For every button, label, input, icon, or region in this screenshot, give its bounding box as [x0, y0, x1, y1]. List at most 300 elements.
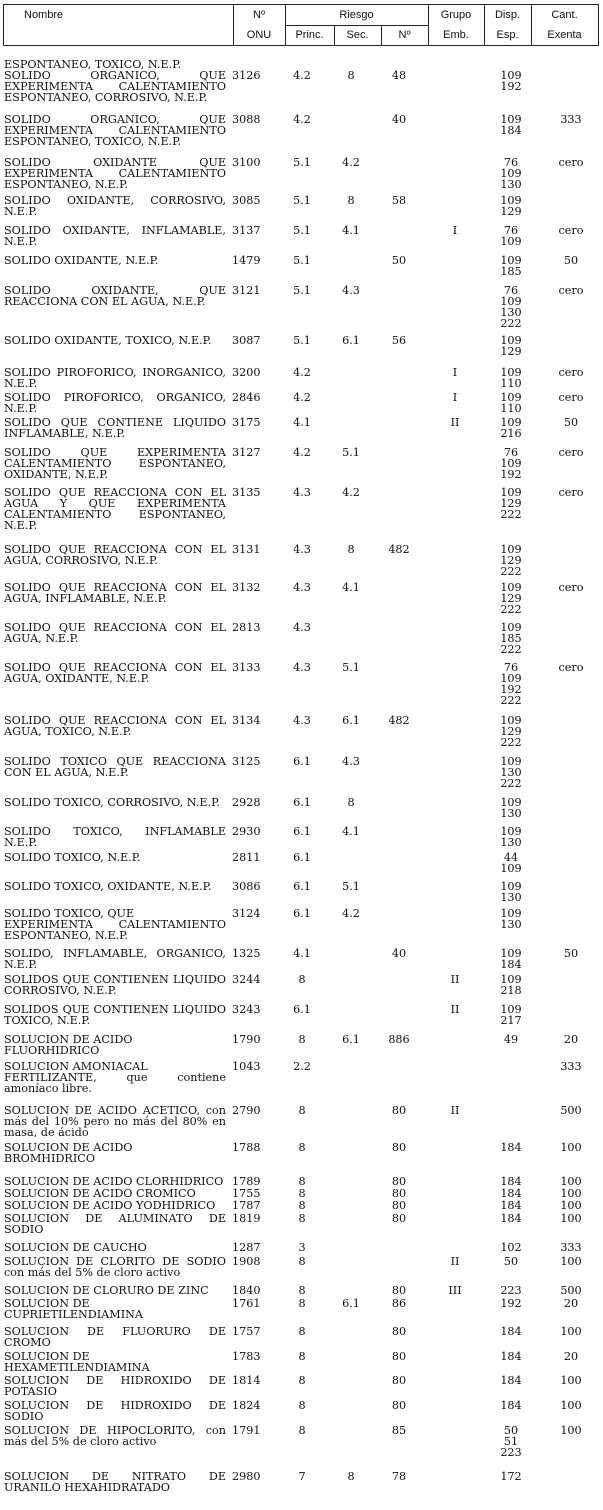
- substance-name-line: CUPRIETILENDIAMINA: [4, 1308, 144, 1321]
- un-number: 3175: [232, 416, 261, 429]
- disposicion-code: 192: [500, 1297, 522, 1310]
- substance-name-line: AGUA, CORROSIVO, N.E.P.: [4, 554, 158, 567]
- cantidad-exenta: 100: [560, 1212, 582, 1225]
- riesgo-principal: 6.1: [293, 907, 311, 920]
- substance-name-line: SOLIDO QUE REACCIONA CON EL: [4, 581, 226, 594]
- riesgo-numero: 482: [388, 543, 410, 556]
- substance-name: [4, 974, 226, 996]
- cantidad-exenta: 50: [563, 947, 579, 960]
- un-number: 3100: [232, 156, 261, 169]
- cantidad-exenta: 20: [563, 1297, 579, 1310]
- disposiciones-especiales: [494, 1213, 528, 1224]
- substance-name-line: AGUA Y QUE EXPERIMENTA: [4, 497, 226, 510]
- substance-name-line: SOLIDO TOXICO, OXIDANTE, N.E.P.: [4, 880, 212, 893]
- disposiciones-especiales: [494, 715, 528, 748]
- substance-name: [4, 1375, 226, 1397]
- substance-name-line: SOLIDO OXIDANTE, QUE: [4, 284, 226, 297]
- cantidad-exenta: 100: [560, 1141, 582, 1154]
- disposicion-code: 172: [500, 1470, 522, 1483]
- disposicion-code: 110: [500, 402, 522, 415]
- riesgo-numero: 886: [388, 1033, 410, 1046]
- substance-name: [4, 1176, 226, 1187]
- disposiciones-especiales: [494, 797, 528, 819]
- disposicion-code: 76: [503, 284, 519, 297]
- substance-name-line: SOLIDO OXIDANTE, TOXICO, N.E.P.: [4, 334, 212, 347]
- substance-name: [4, 1034, 226, 1056]
- un-number: 3134: [232, 714, 261, 727]
- disposicion-code: 222: [500, 603, 522, 616]
- disposicion-code: 192: [500, 683, 522, 696]
- un-number: 2790: [232, 1104, 261, 1117]
- cantidad-exenta: cero: [558, 366, 584, 379]
- substance-name: [4, 797, 226, 808]
- table-header: [3, 4, 599, 46]
- disposiciones-especiales: [494, 1188, 528, 1199]
- substance-name-line: URANILO HEXAHIDRATADO: [4, 1481, 170, 1494]
- disposicion-code: 109: [500, 880, 522, 893]
- riesgo-principal: 4.3: [293, 581, 311, 594]
- substance-name: [4, 114, 226, 147]
- cantidad-exenta: 333: [560, 1060, 582, 1073]
- substance-name-line: SOLIDO, INFLAMABLE, ORGANICO,: [4, 947, 226, 960]
- header-n-riesgo: Nº: [398, 29, 411, 41]
- disposicion-code: 129: [500, 554, 522, 567]
- riesgo-numero: 80: [391, 1350, 407, 1363]
- riesgo-numero: 80: [391, 1104, 407, 1117]
- substance-name: [4, 948, 226, 970]
- un-number: 3127: [232, 446, 261, 459]
- disposicion-code: 109: [500, 714, 522, 727]
- riesgo-principal: 5.1: [293, 334, 311, 347]
- riesgo-numero: 48: [391, 69, 407, 82]
- cantidad-exenta: 100: [560, 1325, 582, 1338]
- riesgo-secundario: 5.1: [342, 880, 360, 893]
- disposiciones-especiales: [494, 1200, 528, 1211]
- riesgo-principal: 4.3: [293, 543, 311, 556]
- substance-name: [4, 1256, 226, 1278]
- substance-name-line: SOLIDO QUE EXPERIMENTA: [4, 446, 226, 459]
- riesgo-secundario: 5.1: [342, 661, 360, 674]
- disposicion-code: 184: [500, 124, 522, 137]
- substance-name-line: SOLUCION DE HIDROXIDO DE: [4, 1374, 226, 1387]
- un-number: 1755: [232, 1187, 261, 1200]
- substance-name-line: N.E.P.: [4, 205, 38, 218]
- substance-name-line: SOLIDO QUE REACCIONA CON EL: [4, 621, 226, 634]
- disposicion-code: 130: [500, 306, 522, 319]
- substance-name: [4, 1188, 226, 1199]
- cantidad-exenta: 50: [563, 416, 579, 429]
- disposicion-code: 76: [503, 156, 519, 169]
- substance-name-line: SOLIDO OXIDANTE, CORROSIVO,: [4, 194, 226, 207]
- un-number: 3131: [232, 543, 261, 556]
- disposiciones-especiales: [494, 1034, 528, 1045]
- substance-name-line: SOLUCION DE CLORURO DE ZINC: [4, 1284, 209, 1297]
- substance-name-line: SOLUCION DE: [4, 1297, 90, 1310]
- substance-name: [4, 1400, 226, 1422]
- disposicion-code: 109: [500, 486, 522, 499]
- substance-name-line: AGUA, TOXICO, N.E.P.: [4, 725, 132, 738]
- un-number: 3133: [232, 661, 261, 674]
- riesgo-secundario: 6.1: [342, 1297, 360, 1310]
- substance-name-line: FLUORHIDRICO: [4, 1044, 100, 1057]
- riesgo-subdivider: [285, 25, 428, 26]
- grupo-embalaje: II: [450, 1104, 460, 1117]
- un-number: 1840: [232, 1284, 261, 1297]
- disposicion-code: 109: [500, 416, 522, 429]
- grupo-embalaje: II: [450, 1255, 460, 1268]
- un-number: 2930: [232, 825, 261, 838]
- riesgo-numero: 85: [391, 1424, 407, 1437]
- substance-name-line: SOLUCION DE HIDROXIDO DE: [4, 1399, 226, 1412]
- header-cant-bottom: Exenta: [547, 29, 582, 41]
- disposicion-code: 129: [500, 345, 522, 358]
- substance-name-line: SOLIDO TOXICO, QUE: [4, 907, 135, 920]
- cantidad-exenta: 100: [560, 1199, 582, 1212]
- substance-name-line: SOLUCION AMONIACAL: [4, 1060, 148, 1073]
- substance-name-line: SOLUCION DE FLUORURO DE: [4, 1325, 226, 1338]
- substance-name: [4, 582, 226, 604]
- substance-name-line: ESPONTANEO, TOXICO, N.E.P.: [4, 58, 182, 71]
- un-number: 2928: [232, 796, 261, 809]
- substance-name-line: SOLIDO QUE REACCIONA CON EL: [4, 486, 226, 499]
- riesgo-principal: 4.2: [293, 446, 311, 459]
- cantidad-exenta: cero: [558, 446, 584, 459]
- header-disp-bottom: Esp.: [496, 29, 519, 41]
- grupo-embalaje: III: [448, 1284, 462, 1297]
- substance-name-line: SOLUCION DE ALUMINATO DE: [4, 1212, 226, 1225]
- substance-name-line: SOLUCION DE HIPOCLORITO, con: [4, 1424, 226, 1437]
- disposicion-code: 130: [500, 918, 522, 931]
- disposiciones-especiales: [494, 255, 528, 277]
- riesgo-secundario: 8: [347, 69, 355, 82]
- substance-name: [4, 392, 226, 414]
- disposiciones-especiales: [494, 1142, 528, 1153]
- un-number: 1788: [232, 1141, 261, 1154]
- substance-name-line: ESPONTANEO, N.E.P.: [4, 929, 128, 942]
- disposicion-code: 109: [500, 947, 522, 960]
- disposicion-code: 130: [500, 807, 522, 820]
- disposicion-code: 222: [500, 694, 522, 707]
- disposicion-code: 129: [500, 592, 522, 605]
- substance-name-line: BROMHIDRICO: [4, 1152, 95, 1165]
- substance-name-line: CORROSIVO, N.E.P.: [4, 984, 117, 997]
- disposiciones-especiales: [494, 662, 528, 706]
- cantidad-exenta: 100: [560, 1255, 582, 1268]
- cantidad-exenta: 20: [563, 1350, 579, 1363]
- substance-name: [4, 157, 226, 190]
- substance-name: [4, 335, 226, 346]
- riesgo-principal: 4.2: [293, 366, 311, 379]
- disposiciones-especiales: [494, 447, 528, 480]
- disposiciones-especiales: [494, 1375, 528, 1386]
- disposicion-code: 109: [500, 167, 522, 180]
- substance-name: [4, 622, 226, 644]
- riesgo-principal: 8: [298, 1212, 306, 1225]
- riesgo-principal: 6.1: [293, 1003, 311, 1016]
- substance-name-line: SOLIDO OXIDANTE QUE: [4, 156, 226, 169]
- disposicion-code: 109: [500, 755, 522, 768]
- cantidad-exenta: cero: [558, 284, 584, 297]
- riesgo-numero: 80: [391, 1399, 407, 1412]
- un-number: 1814: [232, 1374, 261, 1387]
- riesgo-principal: 4.1: [293, 947, 311, 960]
- disposiciones-especiales: [494, 1471, 528, 1482]
- substance-name-line: SOLUCION DE ACIDO YODHIDRICO: [4, 1199, 216, 1212]
- substance-name: [4, 756, 226, 778]
- substance-name: [4, 881, 226, 892]
- substance-name-line: ESPONTANEO, N.E.P.: [4, 178, 128, 191]
- cantidad-exenta: cero: [558, 224, 584, 237]
- substance-name: [4, 1326, 226, 1348]
- substance-name: [4, 826, 226, 848]
- disposicion-code: 130: [500, 178, 522, 191]
- substance-name: [4, 447, 226, 480]
- disposiciones-especiales: [494, 285, 528, 329]
- disposicion-code: 109: [500, 621, 522, 634]
- disposicion-code: 130: [500, 766, 522, 779]
- riesgo-secundario: 8: [347, 543, 355, 556]
- riesgo-principal: 8: [298, 1350, 306, 1363]
- substance-name: [4, 195, 226, 217]
- un-number: 1761: [232, 1297, 261, 1310]
- riesgo-principal: 8: [298, 1374, 306, 1387]
- substance-name: [4, 852, 226, 863]
- substance-name-line: EXPERIMENTA CALENTAMIENTO: [4, 167, 226, 180]
- disposicion-code: 76: [503, 661, 519, 674]
- riesgo-numero: 80: [391, 1175, 407, 1188]
- un-number: 1791: [232, 1424, 261, 1437]
- disposicion-code: 218: [500, 984, 522, 997]
- disposiciones-especiales: [494, 1400, 528, 1411]
- substance-name-line: SOLIDO TOXICO, INFLAMABLE: [4, 825, 226, 838]
- disposicion-code: 184: [500, 1175, 522, 1188]
- riesgo-principal: 8: [298, 1284, 306, 1297]
- disposicion-code: 130: [500, 836, 522, 849]
- substance-name-line: amoníaco libre.: [4, 1082, 92, 1095]
- substance-name-line: SODIO: [4, 1410, 44, 1423]
- header-n-top: Nº: [253, 9, 265, 21]
- disposicion-code: 109: [500, 862, 522, 875]
- substance-name-line: CALENTAMIENTO ESPONTANEO,: [4, 457, 226, 470]
- un-number: 1043: [232, 1060, 261, 1073]
- disposiciones-especiales: [494, 1256, 528, 1267]
- riesgo-principal: 8: [298, 1325, 306, 1338]
- riesgo-secundario: 6.1: [342, 334, 360, 347]
- riesgo-principal: 5.1: [293, 194, 311, 207]
- disposicion-code: 222: [500, 643, 522, 656]
- un-number: 1908: [232, 1255, 261, 1268]
- disposicion-code: 109: [500, 334, 522, 347]
- substance-name-line: TOXICO, N.E.P.: [4, 1014, 91, 1027]
- un-number: 1789: [232, 1175, 261, 1188]
- disposiciones-especiales: [494, 157, 528, 190]
- cantidad-exenta: 100: [560, 1424, 582, 1437]
- disposicion-code: 184: [500, 1212, 522, 1225]
- disposicion-code: 76: [503, 446, 519, 459]
- disposicion-code: 222: [500, 317, 522, 330]
- un-number: 1325: [232, 947, 261, 960]
- riesgo-principal: 8: [298, 1033, 306, 1046]
- disposicion-code: 109: [500, 69, 522, 82]
- substance-name: [4, 1285, 226, 1296]
- riesgo-principal: 8: [298, 1424, 306, 1437]
- riesgo-numero: 40: [391, 113, 407, 126]
- substance-name: [4, 908, 226, 941]
- header-grupo-top: Grupo: [440, 9, 472, 21]
- disposicion-code: 109: [500, 1003, 522, 1016]
- disposiciones-especiales: [494, 1242, 528, 1253]
- substance-name-line: SOLUCION DE ACIDO ACETICO, con: [4, 1104, 226, 1117]
- riesgo-principal: 4.2: [293, 69, 311, 82]
- riesgo-principal: 8: [298, 1399, 306, 1412]
- disposiciones-especiales: [494, 195, 528, 217]
- un-number: 3126: [232, 69, 261, 82]
- substance-name: [4, 285, 226, 307]
- substance-name-line: SOLIDO TOXICO, N.E.P.: [4, 851, 141, 864]
- disposicion-code: 109: [500, 543, 522, 556]
- disposicion-code: 222: [500, 777, 522, 790]
- riesgo-principal: 6.1: [293, 825, 311, 838]
- disposicion-code: 109: [500, 235, 522, 248]
- substance-name-line: SOLIDO PIROFORICO, ORGANICO,: [4, 391, 226, 404]
- disposiciones-especiales: [494, 1004, 528, 1026]
- riesgo-secundario: 4.2: [342, 156, 360, 169]
- substance-name: [4, 417, 226, 439]
- riesgo-principal: 8: [298, 1255, 306, 1268]
- substance-name: [4, 715, 226, 737]
- substance-name-line: POTASIO: [4, 1385, 57, 1398]
- un-number: 3124: [232, 907, 261, 920]
- substance-name: [4, 367, 226, 389]
- header-nombre: Nombre: [24, 9, 64, 21]
- cantidad-exenta: cero: [558, 391, 584, 404]
- un-number: 3132: [232, 581, 261, 594]
- riesgo-principal: 4.2: [293, 113, 311, 126]
- header-cant-top: Cant.: [551, 9, 578, 21]
- cantidad-exenta: 100: [560, 1175, 582, 1188]
- substance-name-line: masa, de ácido: [4, 1126, 89, 1139]
- substance-name-line: FERTILIZANTE, que contiene: [4, 1071, 226, 1084]
- riesgo-numero: 58: [391, 194, 407, 207]
- riesgo-numero: 40: [391, 947, 407, 960]
- riesgo-numero: 78: [391, 1470, 407, 1483]
- disposiciones-especiales: [494, 974, 528, 996]
- substance-name-line: N.E.P.: [4, 377, 38, 390]
- cantidad-exenta: 50: [563, 254, 579, 267]
- disposiciones-especiales: [494, 881, 528, 903]
- riesgo-principal: 5.1: [293, 156, 311, 169]
- cantidad-exenta: 333: [560, 1241, 582, 1254]
- disposicion-code: 109: [500, 194, 522, 207]
- riesgo-numero: 482: [388, 714, 410, 727]
- substance-name-line: SOLIDO ORGANICO, QUE: [4, 113, 226, 126]
- disposiciones-especiales: [494, 582, 528, 615]
- substance-name-line: EXPERIMENTA CALENTAMIENTO: [4, 124, 226, 137]
- disposicion-code: 222: [500, 565, 522, 578]
- riesgo-principal: 6.1: [293, 755, 311, 768]
- substance-name-line: más del 10% pero no más del 80% en: [4, 1115, 226, 1128]
- cantidad-exenta: 100: [560, 1374, 582, 1387]
- disposiciones-especiales: [494, 417, 528, 439]
- disposiciones-especiales: [494, 1298, 528, 1309]
- disposiciones-especiales: [494, 335, 528, 357]
- un-number: 1783: [232, 1350, 261, 1363]
- un-number: 3200: [232, 366, 261, 379]
- disposiciones-especiales: [494, 487, 528, 520]
- riesgo-principal: 5.1: [293, 284, 311, 297]
- un-number: 3088: [232, 113, 261, 126]
- disposicion-code: 109: [500, 973, 522, 986]
- disposiciones-especiales: [494, 1326, 528, 1337]
- substance-name-line: SOLUCION DE ACIDO CROMICO: [4, 1187, 196, 1200]
- substance-name-line: SOLIDO TOXICO, CORROSIVO, N.E.P.: [4, 796, 220, 809]
- substance-name: [4, 1425, 226, 1447]
- disposicion-code: 223: [500, 1446, 522, 1459]
- cantidad-exenta: 20: [563, 1033, 579, 1046]
- substance-name-line: ESPONTANEO, CORROSIVO, N.E.P.: [4, 91, 208, 104]
- disposicion-code: 129: [500, 205, 522, 218]
- riesgo-principal: 8: [298, 1199, 306, 1212]
- substance-name-line: SOLUCION DE ACIDO: [4, 1141, 133, 1154]
- substance-name-line: HEXAMETILENDIAMINA: [4, 1361, 150, 1374]
- substance-name: [4, 1213, 226, 1235]
- riesgo-principal: 4.3: [293, 661, 311, 674]
- substance-name-line: SOLIDO OXIDANTE, N.E.P.: [4, 254, 159, 267]
- substance-name-line: SOLUCION DE CLORITO DE SODIO: [4, 1255, 226, 1268]
- riesgo-numero: 80: [391, 1187, 407, 1200]
- disposicion-code: 184: [500, 958, 522, 971]
- riesgo-secundario: 4.2: [342, 486, 360, 499]
- disposiciones-especiales: [494, 826, 528, 848]
- substance-name-line: ESPONTANEO, TOXICO, N.E.P.: [4, 135, 182, 148]
- disposicion-code: 184: [500, 1374, 522, 1387]
- cantidad-exenta: cero: [558, 661, 584, 674]
- un-number: 1757: [232, 1325, 261, 1338]
- cantidad-exenta: 100: [560, 1399, 582, 1412]
- riesgo-secundario: 4.3: [342, 755, 360, 768]
- substance-name: [4, 1471, 226, 1493]
- riesgo-secundario: 6.1: [342, 1033, 360, 1046]
- un-number: 3121: [232, 284, 261, 297]
- grupo-embalaje: I: [452, 224, 458, 237]
- substance-name-line: con más del 5% de cloro activo: [4, 1266, 181, 1279]
- un-number: 3125: [232, 755, 261, 768]
- riesgo-principal: 3: [298, 1241, 306, 1254]
- substance-name-line: SOLIDO PIROFORICO, INORGANICO,: [4, 366, 226, 379]
- riesgo-secundario: 4.2: [342, 907, 360, 920]
- riesgo-numero: 50: [391, 254, 407, 267]
- riesgo-principal: 4.3: [293, 486, 311, 499]
- disposicion-code: 50: [503, 1424, 519, 1437]
- disposiciones-especiales: [494, 225, 528, 247]
- riesgo-secundario: 8: [347, 1470, 355, 1483]
- riesgo-secundario: 6.1: [342, 714, 360, 727]
- substance-name-line: N.E.P.: [4, 402, 38, 415]
- disposiciones-especiales: [494, 70, 528, 92]
- substance-name-line: REACCIONA CON EL AGUA, N.E.P.: [4, 295, 206, 308]
- riesgo-principal: 6.1: [293, 796, 311, 809]
- disposicion-code: 184: [500, 1350, 522, 1363]
- disposicion-code: 109: [500, 796, 522, 809]
- disposiciones-especiales: [494, 1176, 528, 1187]
- riesgo-secundario: 4.1: [342, 581, 360, 594]
- disposicion-code: 184: [500, 1199, 522, 1212]
- un-number: 2811: [232, 851, 261, 864]
- substance-name-line: N.E.P.: [4, 958, 38, 971]
- substance-name-line: AGUA, OXIDANTE, N.E.P.: [4, 672, 150, 685]
- disposicion-code: 130: [500, 891, 522, 904]
- disposiciones-especiales: [494, 544, 528, 577]
